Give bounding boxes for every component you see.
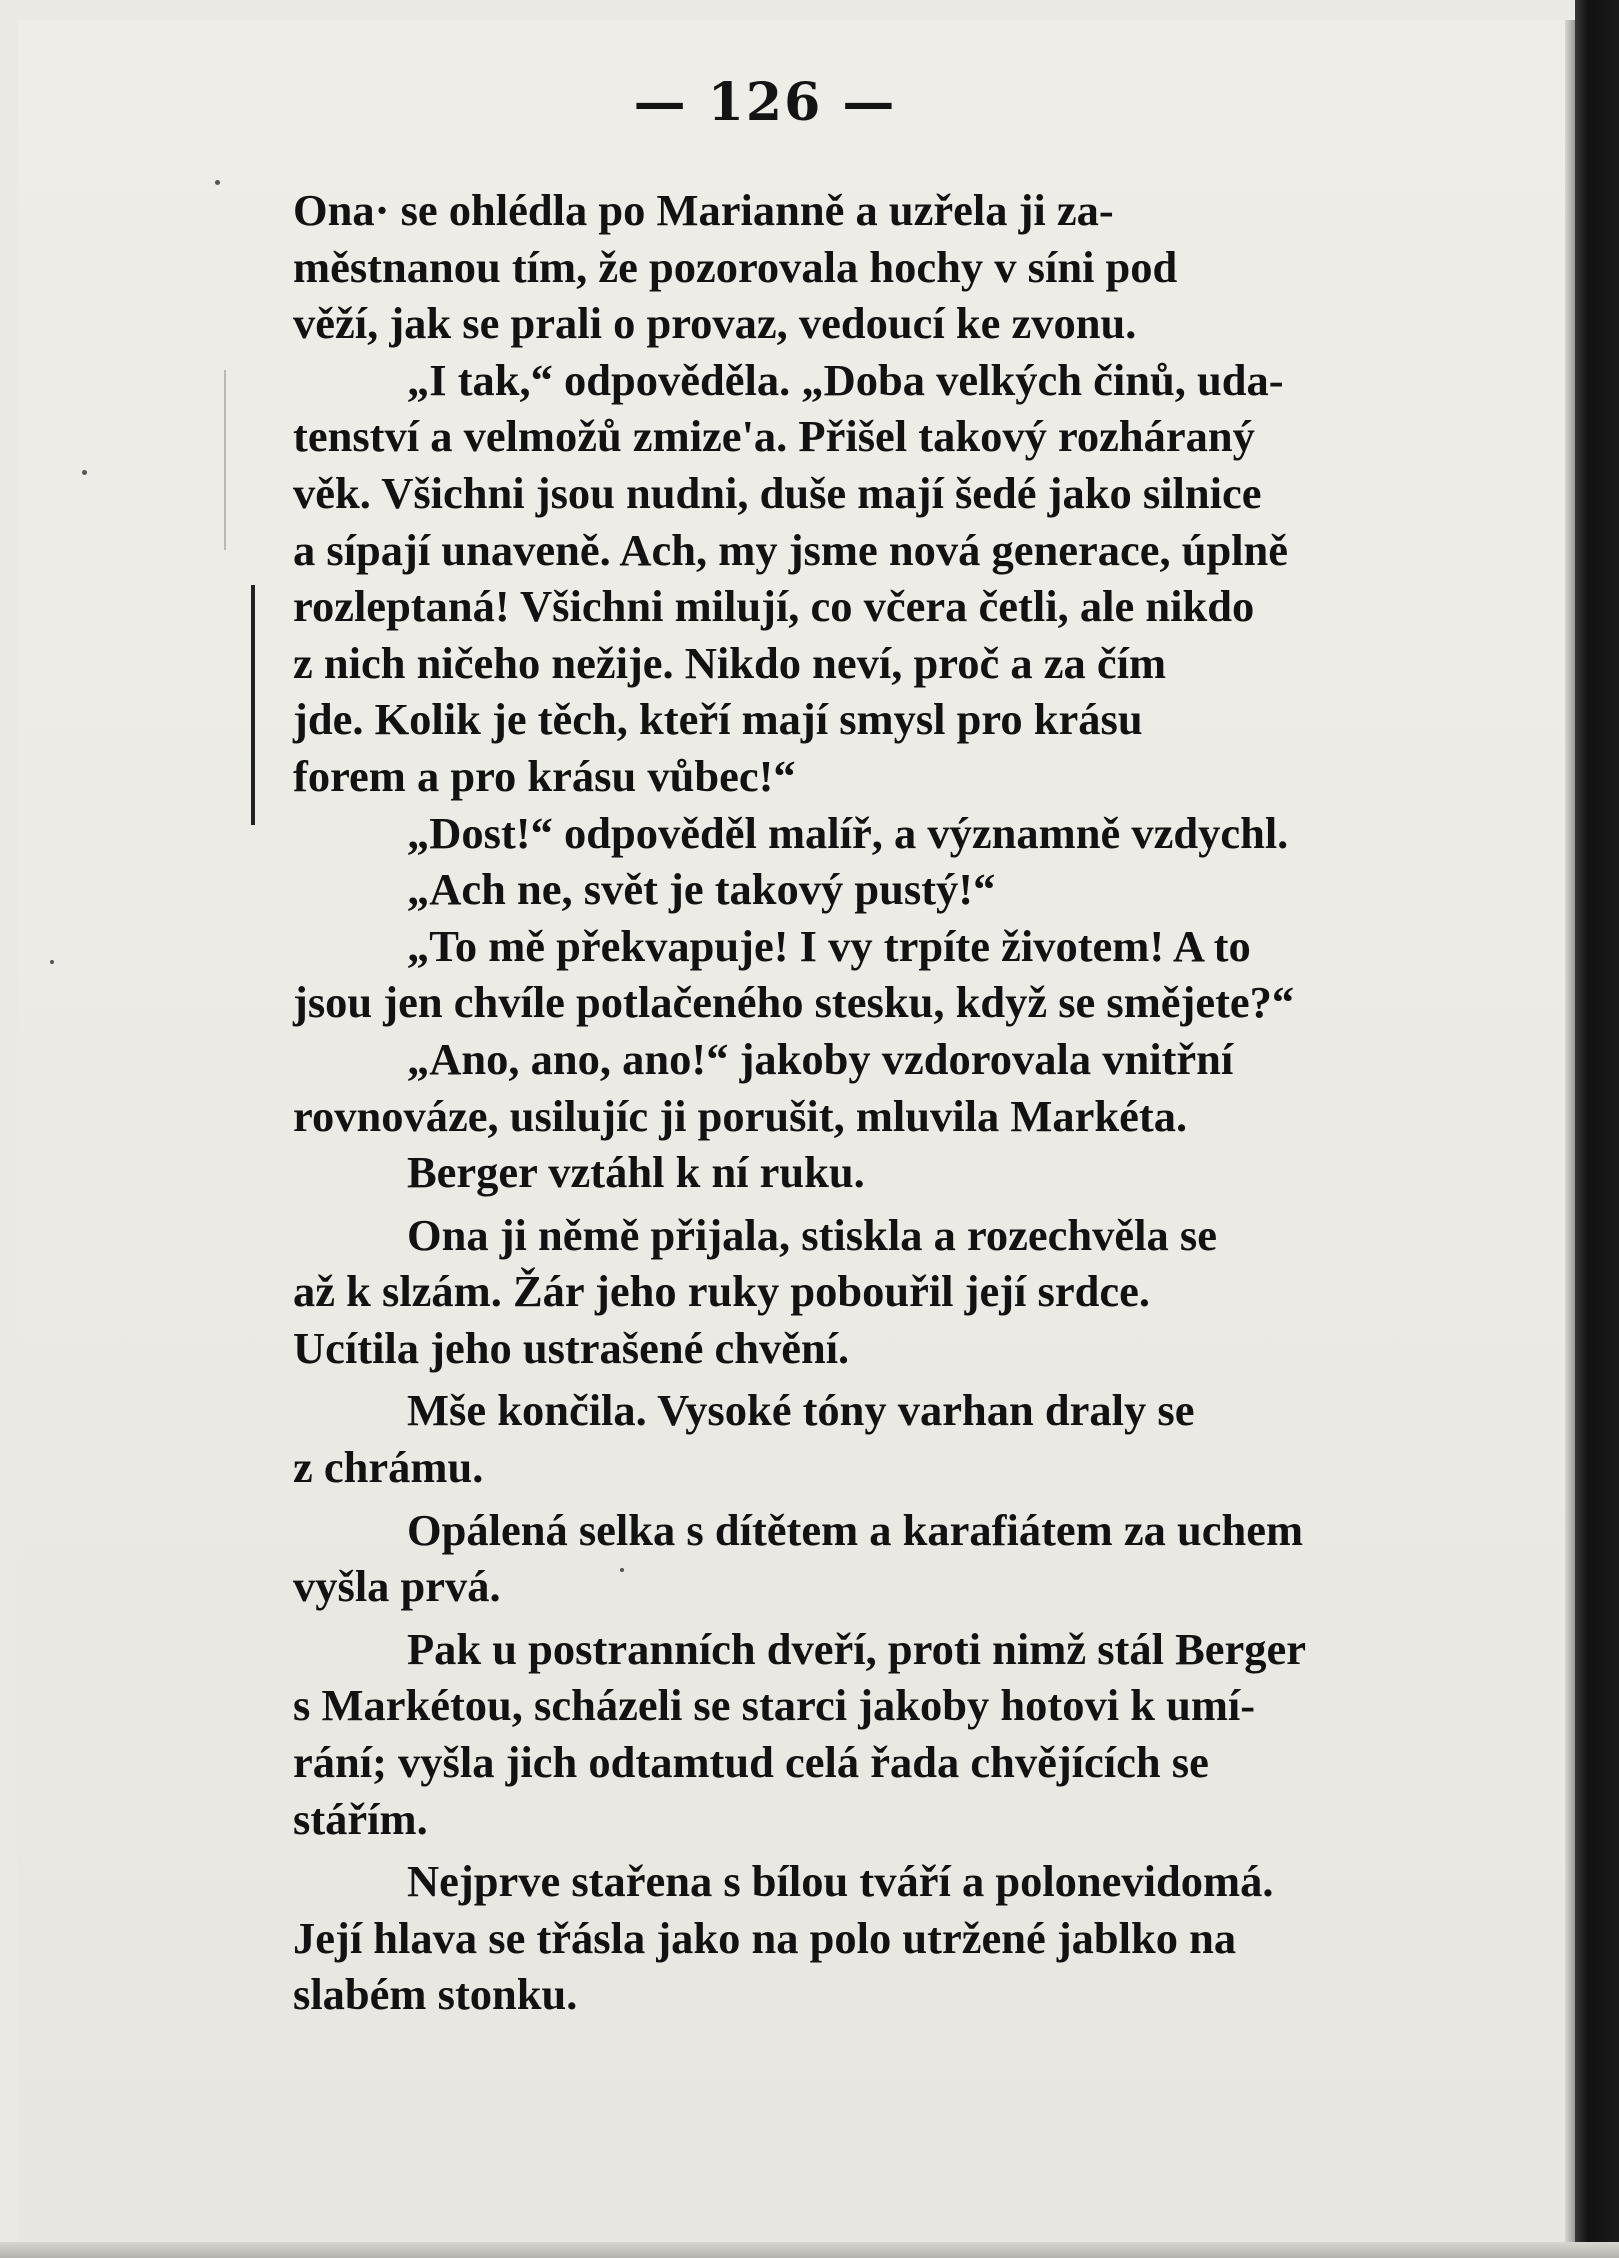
paragraph-10: Opálená selka s dítětem a karafiátem za uchem vyšla prvá. [293,1504,1304,1612]
paragraph-4: „Ach ne, svět je takový pustý!“ [407,864,996,915]
paragraph-2: „I tak,“ odpověděla. „Doba velkých činů, uda- tenství a velmožů zmize'a. Přišel takový rozháraný věk. Všichni jsou nudni, duše mají šedé jako silnice a sípají unaveně. Ach, my jsme nová generace, úplně rozleptaná! Všichni milují, co včera četli, ale nikdo z nich ničeho nežije. Nikdo neví, proč a za čím jde. Kolik je těch, kteří mají smysl pro krásu forem a pro krásu vůbec!“ [293,354,1289,801]
book-spine-edge [1575,0,1619,2258]
margin-pencil-mark [251,585,255,825]
paragraph-7: Berger vztáhl k ní ruku. [407,1147,865,1198]
margin-pencil-mark-faint [224,370,226,550]
paragraph-11: Pak u postranních dveří, proti nimž stál Berger s Markétou, scházeli se starci jakoby hotovi k umí- rání; vyšla jich odtamtud celá řada chvějících se stářím. [293,1623,1307,1844]
paper-speck [50,960,54,964]
body-text [293,182,1488,2023]
paragraph-6: „Ano, ano, ano!“ jakoby vzdorovala vnitřní rovnováze, usilujíc ji porušit, mluvila Markéta. [293,1033,1234,1141]
bottom-edge-shadow [0,2242,1619,2258]
paragraph-5: „To mě překvapuje! I vy trpíte životem! A to jsou jen chvíle potlačeného stesku, když se smějete?“ [293,920,1295,1028]
page-number: — 126 — [633,72,897,133]
paragraph-12: Nejprve stařena s bílou tváří a polonevidomá. Její hlava se třásla jako na polo utržené jablko na slabém stonku. [293,1856,1274,2020]
paper-speck [82,470,87,475]
page-gutter-shadow [1565,20,1575,2258]
paragraph-1: Ona· se ohlédla po Marianně a uzřela ji za- městnanou tím, že pozorovala hochy v síni pod věží, jak se prali o provaz, vedoucí ke zvonu. [293,185,1178,349]
paragraph-9: Mše končila. Vysoké tóny varhan draly se z chrámu. [293,1385,1195,1493]
paragraph-8: Ona ji němě přijala, stiskla a rozechvěla se až k slzám. Žár jeho ruky pobouřil její srdce. Ucítila jeho ustrašené chvění. [293,1209,1217,1373]
paper-speck [215,180,220,185]
paragraph-3: „Dost!“ odpověděl malíř, a významně vzdychl. [407,807,1289,858]
